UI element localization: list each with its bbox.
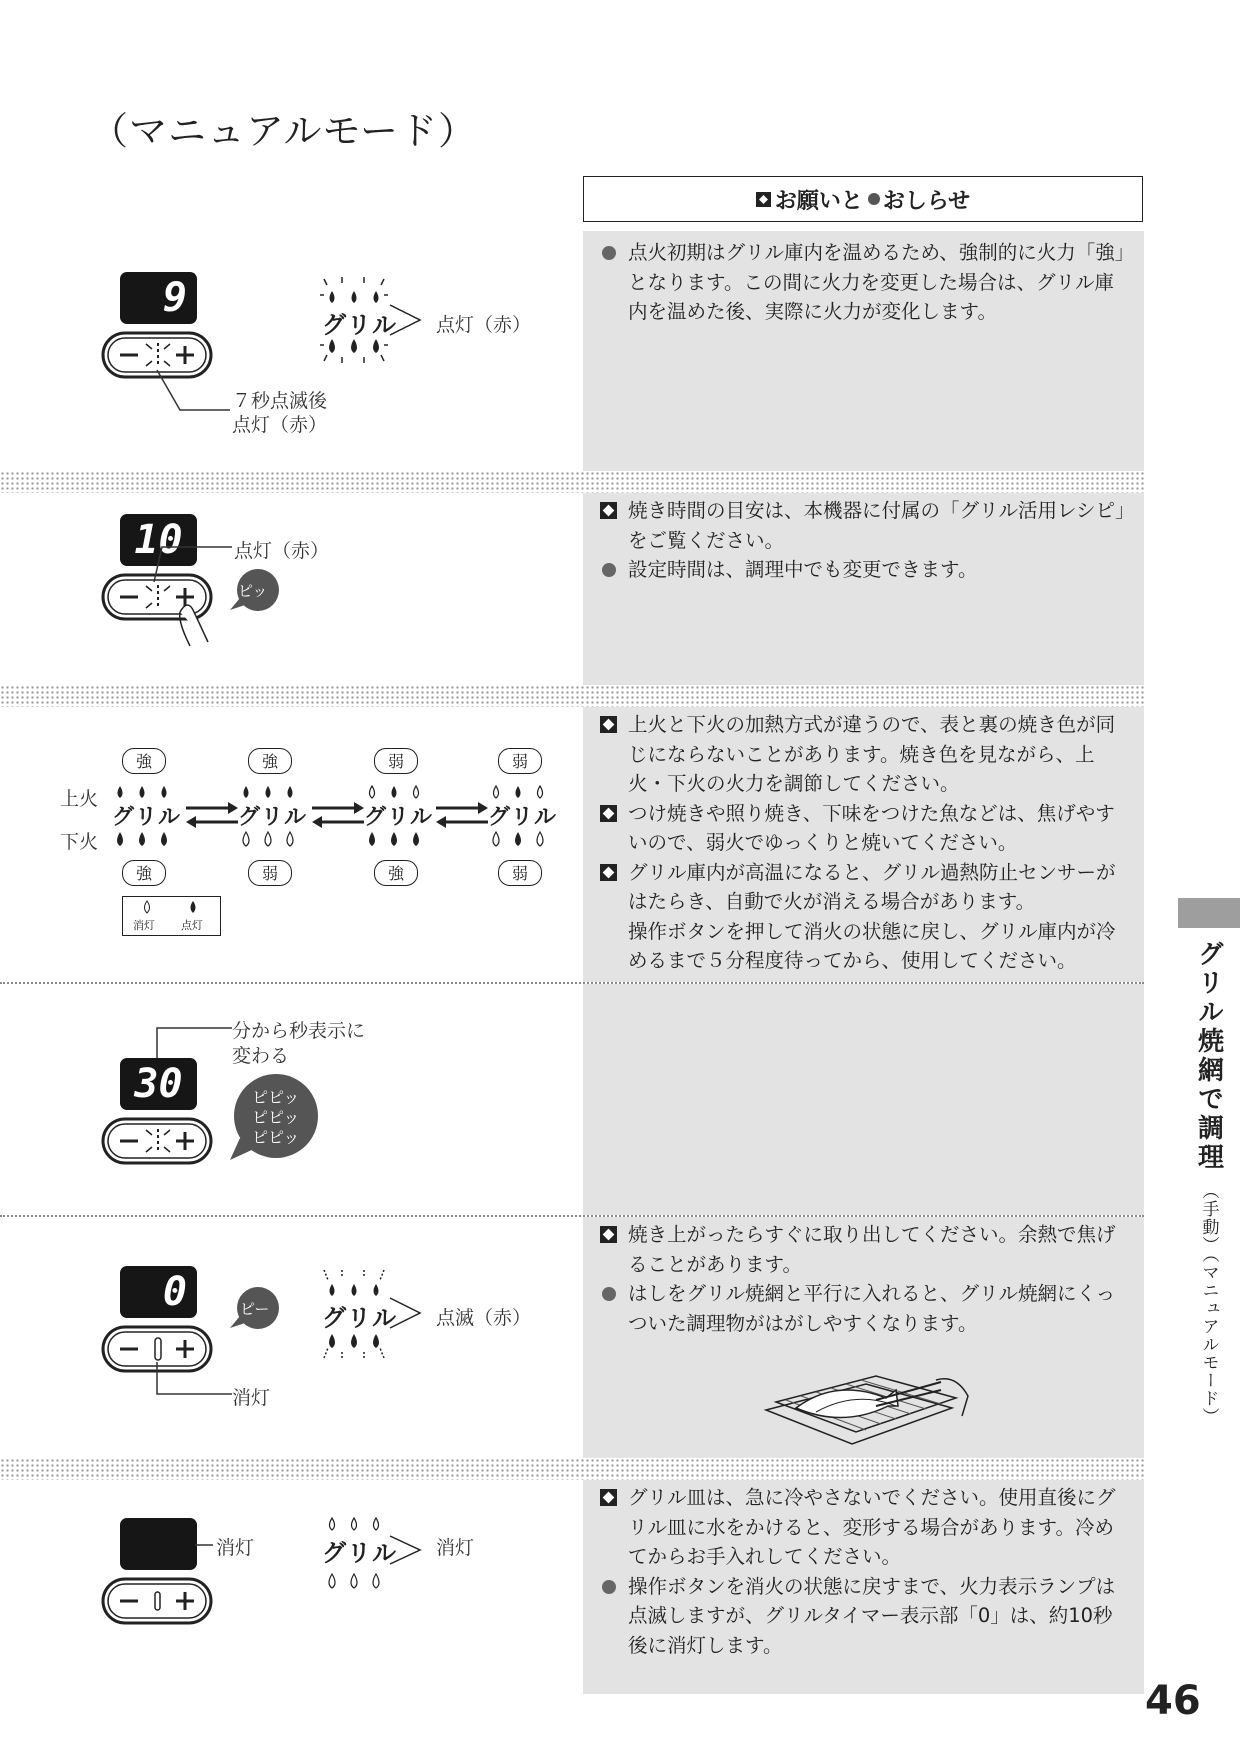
transition-arrows-icon <box>432 800 492 830</box>
notes-panel-4 <box>583 984 1144 1215</box>
note-item: 焼き上がったらすぐに取り出してください。余熱で焦げることがあります。 <box>600 1220 1130 1279</box>
beep-text: ピッ <box>238 582 268 600</box>
square-marker-icon <box>600 1489 617 1506</box>
notes-header-info: おしらせ <box>882 188 971 214</box>
square-marker-icon <box>600 1226 617 1243</box>
dot-marker-icon <box>602 563 616 577</box>
timer-display: 0 <box>120 1266 197 1318</box>
grill-label: グリル <box>322 311 397 339</box>
heat-badge: 弱 <box>498 860 542 886</box>
timer-control[interactable] <box>100 1116 215 1171</box>
grill-label: グリル <box>488 805 558 830</box>
square-marker-icon <box>600 805 617 822</box>
timer-display: 9 <box>120 272 197 324</box>
transition-arrows-icon <box>308 800 368 830</box>
notes-list-6 <box>600 1483 1130 1660</box>
callout-label-2: 変わる <box>232 1045 290 1067</box>
grill-label: グリル <box>322 1304 397 1332</box>
note-item: 焼き時間の目安は、本機器に付属の「グリル活用レシピ」をご覧ください。 <box>600 496 1130 555</box>
timer-display: 30 <box>120 1058 197 1110</box>
legend-on: 点灯 <box>181 919 203 932</box>
lamp-legend <box>122 896 221 936</box>
heat-badge: 弱 <box>374 748 418 774</box>
heat-badge: 強 <box>374 860 418 886</box>
section-divider <box>0 1458 1144 1480</box>
lamp-label: 点滅（赤） <box>436 1307 532 1329</box>
section-divider <box>0 685 1144 707</box>
note-item: 点火初期はグリル庫内を温めるため、強制的に火力「強」となります。この間に火力を変更した場合は、グリル庫内を温めた後、実際に火力が変化します。 <box>600 238 1130 327</box>
notes-list-3 <box>600 710 1130 976</box>
heat-badge: 弱 <box>248 860 292 886</box>
leader-line <box>195 1543 215 1547</box>
timer-label-2: 点灯（赤） <box>232 414 328 436</box>
notes-list-5 <box>600 1220 1130 1338</box>
grill-label: グリル <box>112 805 182 830</box>
grill-label: グリル <box>238 805 308 830</box>
flame-legend-icon <box>137 899 207 915</box>
leader-line <box>155 368 235 418</box>
heat-badge: 強 <box>248 748 292 774</box>
side-tab-title: グリル焼網で調理 （手動）（マニュアルモード） <box>1193 940 1224 1426</box>
note-item: グリル皿は、急に冷やさないでください。使用直後にグリル皿に水をかけると、変形する場合があります。冷めてからお手入れしてください。 <box>600 1483 1130 1572</box>
section-divider <box>0 1215 1144 1217</box>
section-divider <box>0 982 1144 984</box>
square-marker-icon <box>600 864 617 881</box>
square-marker-icon <box>600 716 617 733</box>
grill-label: グリル <box>322 1539 397 1567</box>
dot-marker-icon <box>602 246 616 260</box>
transition-arrows-icon <box>182 800 242 830</box>
note-item: 上火と下火の加熱方式が違うので、表と裏の焼き色が同じにならないことがあります。焼き色を見ながら、上火・下火の火力を調節してください。 <box>600 710 1130 799</box>
bottom-fire-label: 下火 <box>60 831 99 853</box>
notes-list-2 <box>600 496 1130 585</box>
lamp-label: 点灯（赤） <box>234 540 330 562</box>
page-number: 46 <box>1145 1678 1201 1724</box>
note-item: グリル庫内が高温になると、グリル過熱防止センサーがはたらき、自動で火が消える場合があります。 <box>600 858 1130 917</box>
note-item: つけ焼きや照り焼き、下味をつけた魚などは、焦げやすいので、弱火でゆっくりと焼いてください。 <box>600 799 1130 858</box>
notes-header-request: お願いと <box>774 188 863 214</box>
timer-label-1: ７秒点滅後 <box>232 390 328 412</box>
note-item: 設定時間は、調理中でも変更できます。 <box>600 555 1130 585</box>
leader-line <box>152 1360 237 1400</box>
timer-display: 10 <box>120 514 197 566</box>
square-marker-icon <box>600 502 617 519</box>
callout-label-1: 分から秒表示に <box>232 1020 366 1042</box>
timer-label: 消灯 <box>232 1387 271 1409</box>
dot-marker-icon <box>602 1287 616 1301</box>
note-item: 操作ボタンを押して消火の状態に戻し、グリル庫内が冷めるまで５分程度待ってから、使用してください。 <box>628 919 1116 972</box>
lamp-label: 消灯 <box>436 1537 475 1559</box>
timer-display <box>120 1518 197 1570</box>
beep-text: ピー <box>240 1300 270 1318</box>
legend-off: 消灯 <box>133 919 155 932</box>
top-fire-label: 上火 <box>60 788 99 810</box>
grill-label: グリル <box>364 805 434 830</box>
timer-control[interactable] <box>100 1576 215 1631</box>
lamp-label: 点灯（赤） <box>436 314 532 336</box>
grill-rack-fish-illustration <box>756 1362 970 1450</box>
heat-badge: 強 <box>122 748 166 774</box>
beep-text: ピピッ ピピッ ピピッ <box>252 1088 300 1147</box>
side-tab-marker <box>1178 898 1240 928</box>
note-item: はしをグリル焼網と平行に入れると、グリル焼網にくっついた調理物がはがしやすくなります。 <box>600 1279 1130 1338</box>
notes-list-1 <box>600 238 1130 327</box>
notes-header <box>583 176 1143 222</box>
section-divider <box>0 471 1144 493</box>
dot-marker-icon <box>602 1580 616 1594</box>
display-label: 消灯 <box>216 1537 255 1559</box>
heat-badge: 強 <box>122 860 166 886</box>
dot-marker-icon <box>868 193 880 205</box>
leader-line <box>152 1022 237 1062</box>
leader-line <box>152 542 237 587</box>
page-title: （マニュアルモード） <box>90 109 477 153</box>
square-marker-icon <box>756 192 771 207</box>
heat-badge: 弱 <box>498 748 542 774</box>
note-item: 操作ボタンを消火の状態に戻すまで、火力表示ランプは点滅しますが、グリルタイマー表示部「0」は、約10秒後に消灯します。 <box>600 1572 1130 1661</box>
